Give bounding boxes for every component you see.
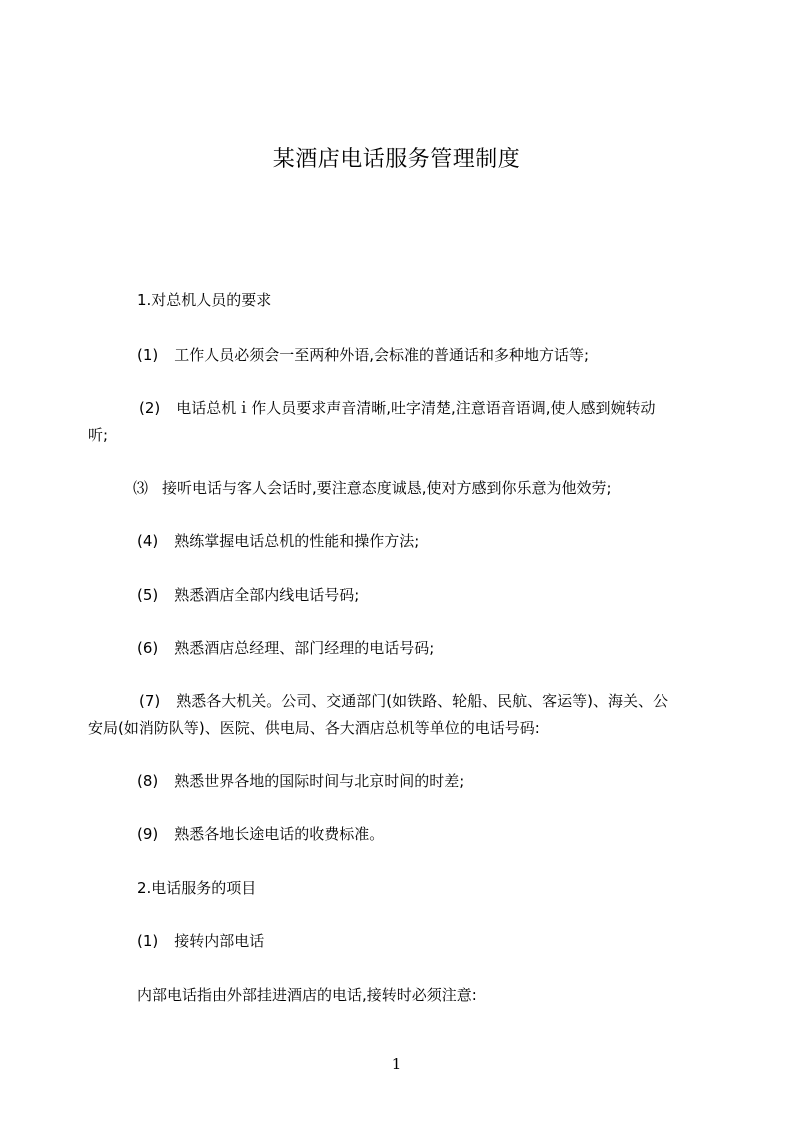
list-item — [137, 344, 589, 366]
list-item — [137, 770, 464, 792]
list-item — [137, 930, 264, 952]
item-number: (5) — [137, 586, 159, 604]
item-number: ⑶ — [133, 479, 149, 497]
item-text-continuation: 安局(如消防队等)、医院、供电局、各大酒店总机等单位的电话号码: — [88, 719, 540, 737]
section-2-heading: 2.电话服务的项目 — [137, 879, 257, 897]
item-number: (9) — [137, 825, 159, 843]
item-text-continuation: 听; — [88, 426, 109, 444]
item-text: 熟悉酒店全部内线电话号码; — [174, 586, 360, 604]
item-number: (2) — [139, 399, 161, 417]
list-item — [137, 823, 384, 845]
list-item — [137, 637, 434, 659]
item-text: 电话总机ｉ作人员要求声音清晰,吐字清楚,注意语音语调,使人感到婉转动 — [176, 399, 656, 417]
item-text: 熟悉酒店总经理、部门经理的电话号码; — [174, 639, 435, 657]
item-number: (4) — [137, 532, 159, 550]
page-title: 某酒店电话服务管理制度 — [272, 147, 521, 172]
section-1-heading: 1.对总机人员的要求 — [137, 291, 272, 309]
item-number: (1) — [137, 346, 159, 364]
item-text: 熟悉世界各地的国际时间与北京时间的时差; — [174, 772, 465, 790]
list-item — [137, 584, 359, 606]
item-number: (8) — [137, 772, 159, 790]
paragraph: 内部电话指由外部挂进酒店的电话,接转时必须注意: — [137, 986, 477, 1004]
item-text: 熟悉各大机关。公司、交通部门(如铁路、轮船、民航、客运等)、海关、公 — [176, 692, 668, 710]
item-text: 接听电话与客人会话时,要注意态度诚恳,使对方感到你乐意为他效劳; — [162, 479, 612, 497]
list-item — [133, 477, 612, 499]
page-number: 1 — [391, 1055, 402, 1073]
list-item — [139, 397, 656, 419]
list-item — [137, 530, 419, 552]
list-item — [139, 690, 668, 712]
item-number: (7) — [139, 692, 161, 710]
item-text: 工作人员必须会一至两种外语,会标准的普通话和多种地方话等; — [174, 346, 590, 364]
item-text: 接转内部电话 — [174, 932, 265, 950]
item-number: (6) — [137, 639, 159, 657]
item-number: (1) — [137, 932, 159, 950]
item-text: 熟练掌握电话总机的性能和操作方法; — [174, 532, 420, 550]
item-text: 熟悉各地长途电话的收费标准。 — [174, 825, 385, 843]
